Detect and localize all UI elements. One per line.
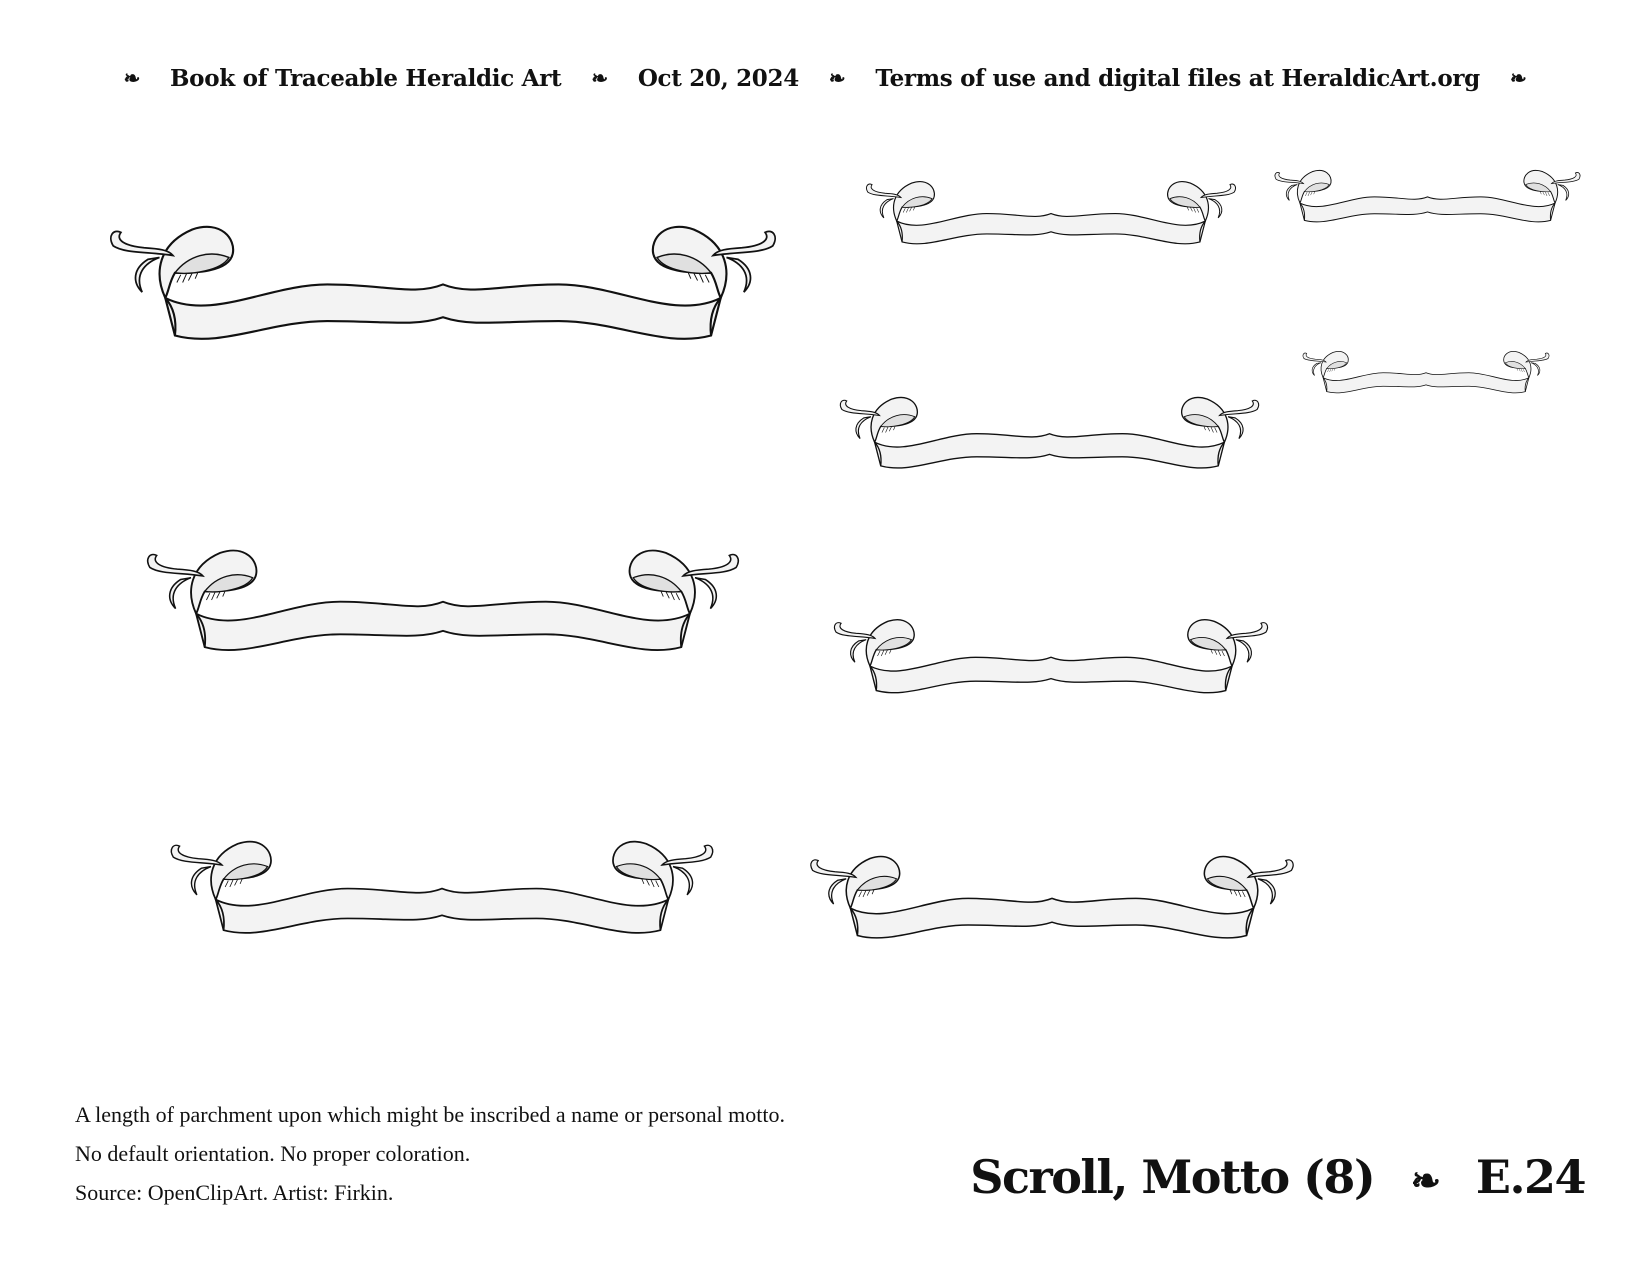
scroll-icon xyxy=(832,390,1267,475)
source-line: Source: OpenClipArt. Artist: Firkin. xyxy=(75,1180,394,1205)
plate-code: E.24 xyxy=(1475,1150,1585,1204)
fleuron-icon: ❧ xyxy=(123,66,141,90)
scroll-icon xyxy=(72,215,814,350)
fleuron-icon: ❧ xyxy=(828,66,846,90)
scroll-icon xyxy=(113,540,773,660)
page-header xyxy=(0,58,1650,98)
scroll-icon xyxy=(1270,165,1585,227)
description xyxy=(75,1095,785,1212)
page-date: Oct 20, 2024 xyxy=(637,64,799,92)
plate-name: Scroll, Motto (8) xyxy=(970,1150,1375,1204)
scroll-icon xyxy=(1300,347,1552,397)
scroll-icon xyxy=(142,832,742,942)
fleuron-icon: ❧ xyxy=(1509,66,1527,90)
description-line: No default orientation. No proper coloration. xyxy=(75,1141,471,1166)
fleuron-icon: ❧ xyxy=(1410,1160,1440,1202)
book-title: Book of Traceable Heraldic Art xyxy=(170,64,562,92)
plate-title xyxy=(970,1150,1585,1204)
fleuron-icon: ❧ xyxy=(591,66,608,90)
description-line: A length of parchment upon which might be inscribed a name or personal motto. xyxy=(75,1102,785,1127)
terms-notice: Terms of use and digital files at HeraldicArt.org xyxy=(875,64,1480,92)
scroll-icon xyxy=(812,612,1290,700)
scroll-icon xyxy=(783,848,1321,946)
scroll-icon xyxy=(857,175,1245,250)
